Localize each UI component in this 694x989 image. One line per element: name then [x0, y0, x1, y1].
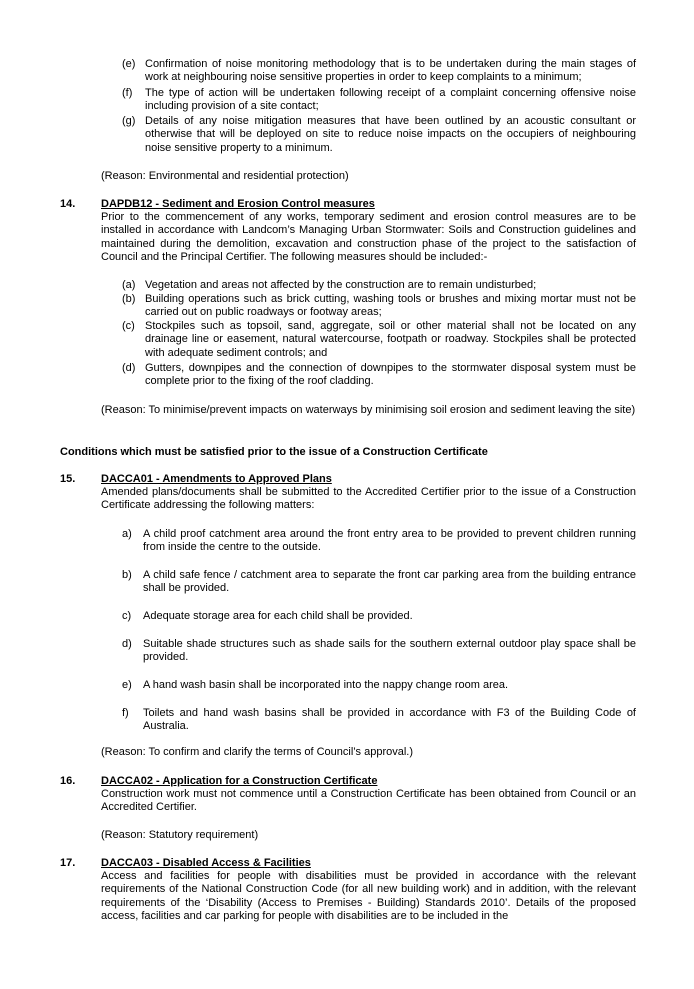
list-item-text: Confirmation of noise monitoring methodology that is to be undertaken during the main stages of work at neighbouring noise sensitive properties in order to keep complaints to a minimum;	[145, 58, 636, 84]
list-item-text: Adequate storage area for each child shall be provided.	[143, 610, 413, 622]
list-item-text: Vegetation and areas not affected by the construction are to remain undisturbed;	[145, 279, 537, 291]
list-item-text: Toilets and hand wash basins shall be provided in accordance with F3 of the Building Code of Australia.	[143, 707, 636, 733]
list-item-text: A child safe fence / catchment area to separate the front car parking area from the building entrance shall be provided.	[143, 569, 636, 595]
condition-text: Access and facilities for people with disabilities must be provided in accordance with the relevant requirements of the National Construction Code (for all new building work) and in addition, with the relevant requirements of the ‘Disability (Access to Premises - Building) Standards 2010’. Details of the proposed access, facilities and car parking for people with disabilities are to be included in the	[101, 870, 636, 923]
list-item-label: d)	[122, 638, 132, 650]
condition-heading: DACCA02 - Application for a Construction Certificate	[101, 775, 378, 787]
reason-text: (Reason: To minimise/prevent impacts on waterways by minimising soil erosion and sediment leaving the site)	[101, 404, 636, 416]
section-heading: Conditions which must be satisfied prior to the issue of a Construction Certificate	[60, 446, 488, 458]
list-item-text: Gutters, downpipes and the connection of downpipes to the stormwater disposal system must be complete prior to the fixing of the roof cladding.	[145, 362, 636, 388]
list-item-text: A hand wash basin shall be incorporated into the nappy change room area.	[143, 679, 509, 691]
list-item-label: (e)	[122, 58, 136, 70]
list-item-label: (d)	[122, 362, 136, 374]
list-item-text: The type of action will be undertaken following receipt of a complaint concerning offensive noise including provision of a site contact;	[145, 87, 636, 113]
list-item-label: b)	[122, 569, 132, 581]
condition-text: Construction work must not commence until a Construction Certificate has been obtained from Council or an Accredited Certifier.	[101, 788, 636, 814]
reason-text: (Reason: Statutory requirement)	[101, 829, 259, 841]
list-item-text: Building operations such as brick cutting, washing tools or brushes and mixing mortar must not be carried out on public roadways or footway areas;	[145, 293, 636, 319]
reason-text: (Reason: To confirm and clarify the terms of Council’s approval.)	[101, 746, 414, 758]
list-item-text: Stockpiles such as topsoil, sand, aggregate, soil or other material shall not be located on any drainage line or easement, natural watercourse, footpath or roadway. Stockpiles shall be protected with adequate sediment controls; and	[145, 320, 636, 359]
list-item-label: a)	[122, 528, 132, 540]
list-item-label: e)	[122, 679, 132, 691]
reason-text: (Reason: Environmental and residential protection)	[101, 170, 349, 182]
list-item-text: Suitable shade structures such as shade sails for the southern external outdoor play space shall be provided.	[143, 638, 636, 664]
condition-number: 17.	[60, 857, 76, 869]
condition-number: 14.	[60, 198, 76, 210]
list-item-label: (f)	[122, 87, 133, 99]
condition-number: 15.	[60, 473, 76, 485]
list-item-label: f)	[122, 707, 129, 719]
condition-intro: Amended plans/documents shall be submitted to the Accredited Certifier prior to the issue of a Construction Certificate addressing the following matters:	[101, 486, 636, 512]
condition-heading: DACCA03 - Disabled Access & Facilities	[101, 857, 311, 869]
condition-heading: DACCA01 - Amendments to Approved Plans	[101, 473, 332, 485]
list-item-label: (g)	[122, 115, 136, 127]
condition-heading: DAPDB12 - Sediment and Erosion Control measures	[101, 198, 375, 210]
list-item-label: (a)	[122, 279, 136, 291]
list-item-text: Details of any noise mitigation measures that have been outlined by an acoustic consultant or otherwise that will be deployed on site to reduce noise impacts on the occupiers of neighbouring noise sensitive property to a minimum.	[145, 115, 636, 154]
condition-intro: Prior to the commencement of any works, temporary sediment and erosion control measures are to be installed in accordance with Landcom’s Managing Urban Stormwater: Soils and Construction guidelines and maintained during the demolition, excavation and construction phase of the project to the satisfaction of Council and the Principal Certifier. The following measures should be included:-	[101, 211, 636, 264]
list-item-label: (c)	[122, 320, 135, 332]
list-item-text: A child proof catchment area around the front entry area to be provided to prevent children running from inside the centre to the outside.	[143, 528, 636, 554]
condition-number: 16.	[60, 775, 76, 787]
list-item-label: c)	[122, 610, 132, 622]
list-item-label: (b)	[122, 293, 136, 305]
